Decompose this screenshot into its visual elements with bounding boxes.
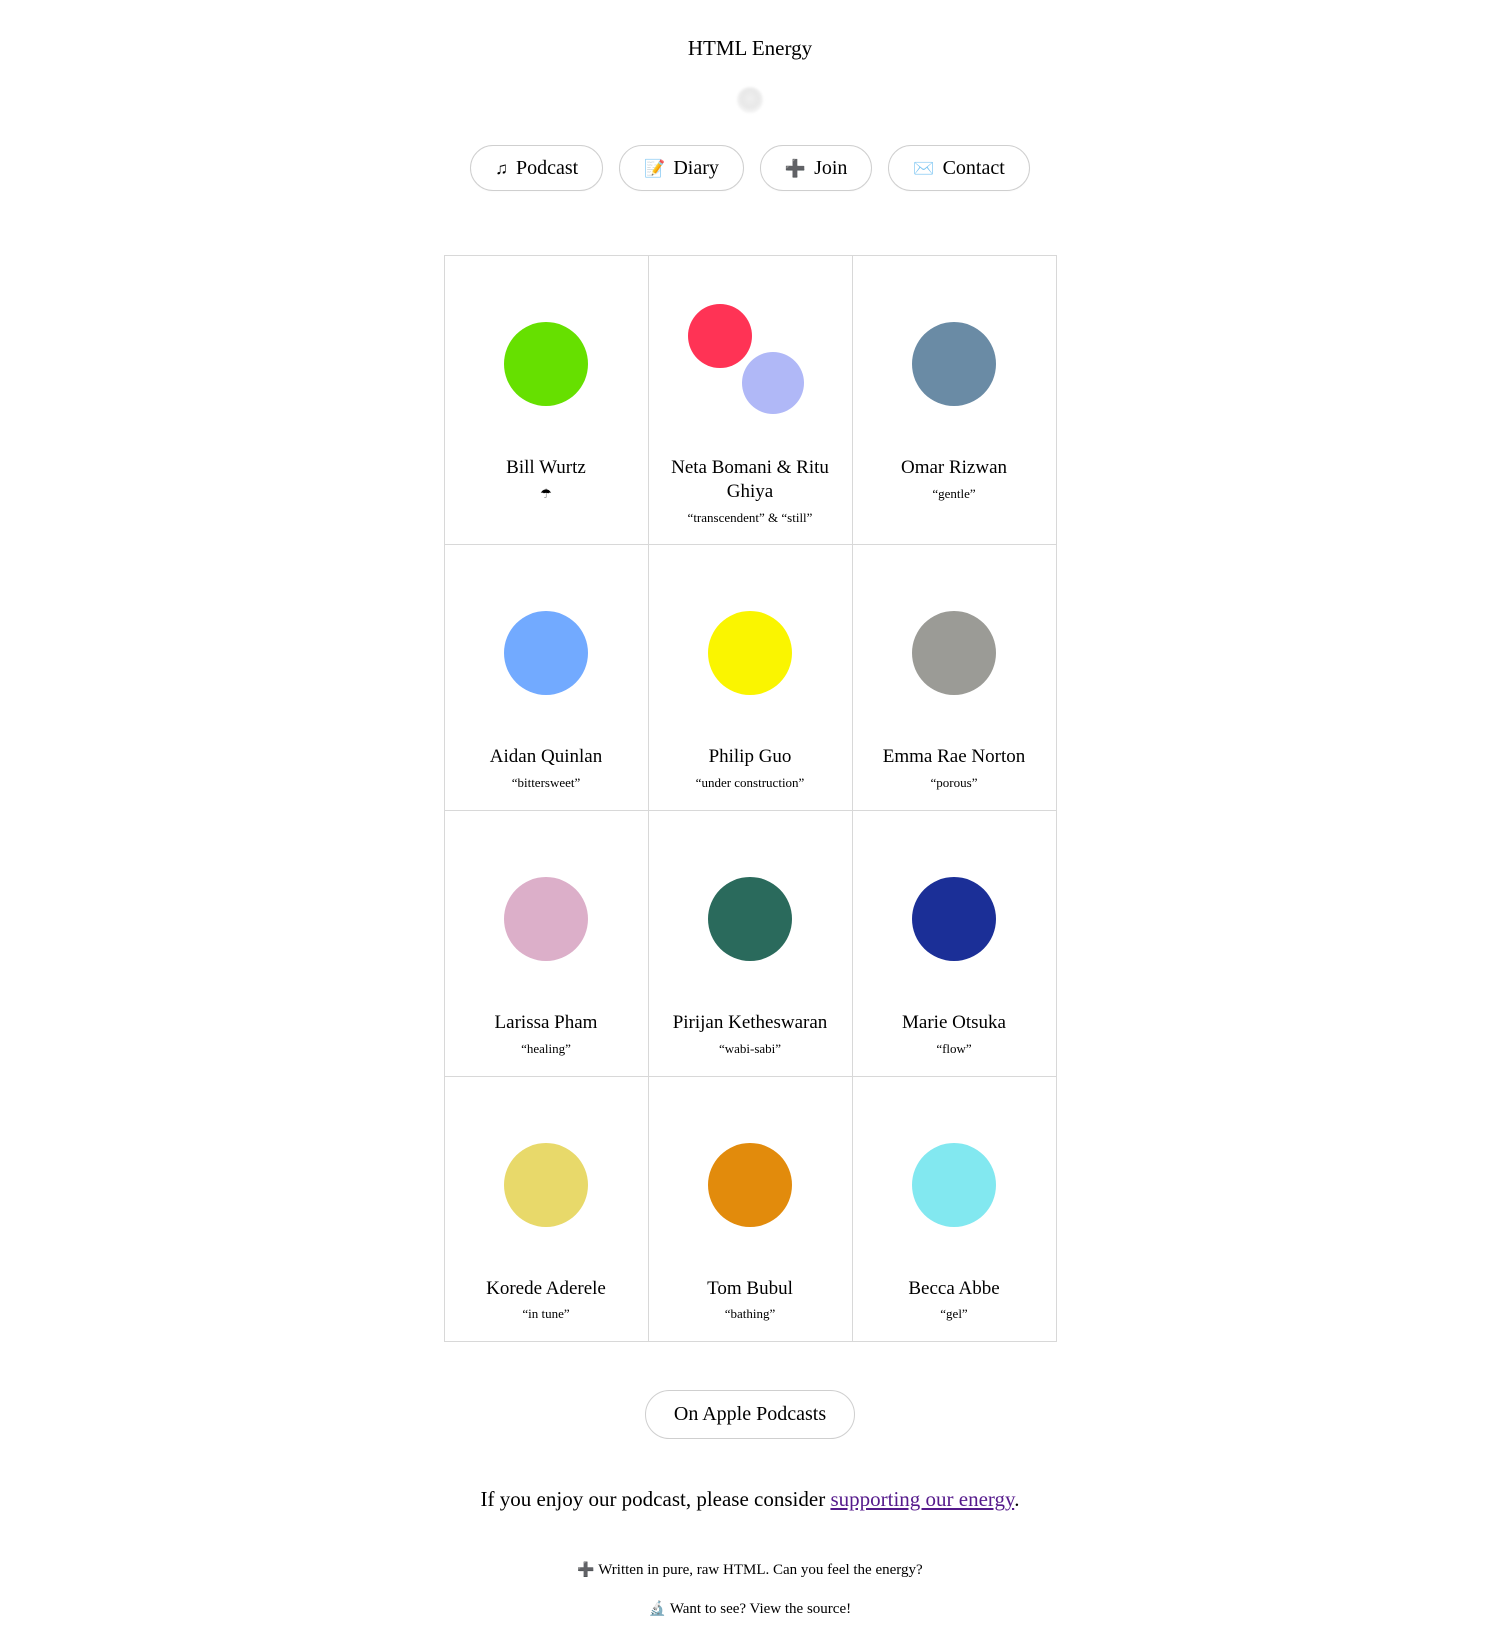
apple-podcasts-button[interactable]: On Apple Podcasts <box>645 1390 855 1439</box>
guest-card[interactable] <box>445 545 649 811</box>
nav-item-join[interactable] <box>760 145 873 191</box>
guest-name: Marie Otsuka <box>902 1012 1006 1034</box>
orb-disc <box>912 611 996 695</box>
guest-card[interactable] <box>445 811 649 1077</box>
guest-word: “bathing” <box>724 1306 776 1322</box>
guest-orb-single <box>912 1143 996 1227</box>
guest-orb-single <box>912 611 996 695</box>
guest-orb-single <box>912 877 996 961</box>
guest-card[interactable] <box>445 1077 649 1343</box>
microscope-icon: 🔬 <box>648 1602 667 1618</box>
guest-orb <box>453 274 640 454</box>
nav-item-join-label: Join <box>814 157 848 179</box>
guest-word: “wabi-sabi” <box>718 1040 782 1056</box>
supporting-our-energy-link[interactable]: supporting our energy <box>830 1487 1015 1512</box>
guest-card[interactable] <box>853 256 1057 545</box>
orb-disc <box>912 877 996 961</box>
guest-orb <box>861 1095 1048 1275</box>
orb-disc <box>742 352 804 414</box>
guest-orb-single <box>504 611 588 695</box>
guest-orb-single <box>912 322 996 406</box>
guest-card[interactable] <box>649 1077 853 1343</box>
nav-item-contact[interactable] <box>888 145 1029 191</box>
guest-orb-dual <box>680 304 820 424</box>
apple-podcasts-row <box>0 1390 1500 1439</box>
guest-name: Becca Abbe <box>908 1277 1000 1299</box>
guest-card[interactable] <box>853 545 1057 811</box>
guest-orb <box>657 829 844 1009</box>
guest-orb <box>657 1095 844 1275</box>
guest-name: Bill Wurtz <box>506 457 586 478</box>
guest-name: Pirijan Ketheswaran <box>672 1012 828 1034</box>
guest-card[interactable] <box>445 256 649 545</box>
guest-word: ☂ <box>540 485 552 501</box>
guest-orb <box>861 563 1048 743</box>
guest-name: Emma Rae Norton <box>882 746 1026 768</box>
guest-card[interactable] <box>853 811 1057 1077</box>
site-logo <box>0 81 1500 119</box>
orb-disc <box>708 611 792 695</box>
orb-disc <box>504 322 588 406</box>
orb-disc <box>912 322 996 406</box>
orb-disc <box>708 877 792 961</box>
guest-orb <box>657 274 844 454</box>
nav-item-diary-label: Diary <box>673 157 719 179</box>
guest-orb <box>657 563 844 743</box>
orb-disc <box>708 1143 792 1227</box>
memo-icon: 📝 <box>644 158 666 178</box>
guest-card[interactable] <box>649 811 853 1077</box>
green-plus-icon: ➕ <box>577 1563 595 1579</box>
guest-name: Larissa Pham <box>494 1012 598 1034</box>
guest-orb-single <box>504 1143 588 1227</box>
guest-word: “under construction” <box>695 775 805 791</box>
guest-card[interactable] <box>649 256 853 545</box>
green-plus-icon: ➕ <box>784 158 807 178</box>
guest-word: “transcendent” & “still” <box>687 509 813 525</box>
guest-name: Philip Guo <box>708 746 792 768</box>
footer-note-html <box>0 1562 1500 1579</box>
orb-disc <box>504 1143 588 1227</box>
guest-orb-single <box>708 1143 792 1227</box>
guest-card[interactable] <box>853 1077 1057 1343</box>
support-text <box>0 1487 1500 1512</box>
guest-name: Neta Bomani & Ritu Ghiya <box>671 457 829 502</box>
guest-word: “bittersweet” <box>511 775 581 791</box>
guest-orb-single <box>504 322 588 406</box>
guest-word: “healing” <box>521 1040 571 1056</box>
guest-orb <box>861 274 1048 454</box>
guest-orb-single <box>708 877 792 961</box>
nav-item-podcast-label: Podcast <box>515 157 579 179</box>
music-note-icon: ♫ <box>495 158 508 178</box>
envelope-icon: ✉️ <box>913 158 935 178</box>
guest-word: “porous” <box>930 775 978 791</box>
guest-name: Aidan Quinlan <box>489 746 603 768</box>
orb-disc <box>912 1143 996 1227</box>
guest-name: Omar Rizwan <box>900 457 1008 478</box>
orb-disc <box>504 877 588 961</box>
guest-orb <box>453 829 640 1009</box>
orb-disc <box>688 304 752 368</box>
guest-word: “flow” <box>936 1040 972 1056</box>
nav-item-diary[interactable] <box>619 145 744 191</box>
support-text-before: If you enjoy our podcast, please consider <box>480 1487 831 1512</box>
orb-disc <box>504 611 588 695</box>
nav-item-contact-label: Contact <box>942 157 1005 179</box>
footer-note-source-label: Want to see? View the source! <box>669 1601 852 1618</box>
guest-name: Korede Aderele <box>486 1277 606 1299</box>
nav-item-podcast[interactable] <box>470 145 603 191</box>
guest-name: Tom Bubul <box>707 1277 793 1299</box>
guest-word: “gentle” <box>932 485 976 501</box>
main-nav <box>0 145 1500 191</box>
footer-note-html-label: Written in pure, raw HTML. Can you feel the energy? <box>598 1562 923 1579</box>
guest-grid <box>444 255 1057 1342</box>
guest-word: “in tune” <box>522 1306 570 1322</box>
guest-word: “gel” <box>940 1306 968 1322</box>
support-text-after: . <box>1014 1487 1020 1512</box>
guest-orb-single <box>708 611 792 695</box>
guest-orb <box>453 563 640 743</box>
page-title: HTML Energy <box>687 36 813 60</box>
guest-orb <box>453 1095 640 1275</box>
guest-orb-single <box>504 877 588 961</box>
guest-orb <box>861 829 1048 1009</box>
blurred-orb-logo-icon <box>737 87 763 113</box>
guest-card[interactable] <box>649 545 853 811</box>
footer-note-source <box>0 1601 1500 1652</box>
